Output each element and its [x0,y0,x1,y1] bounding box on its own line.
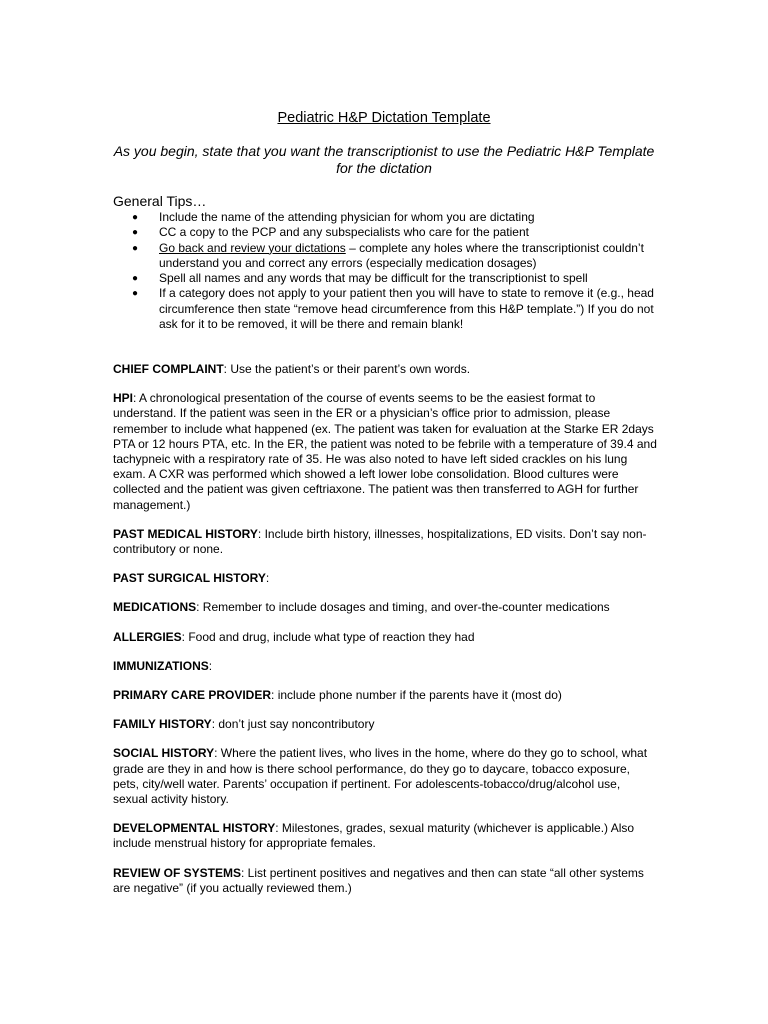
tip-item [113,225,658,240]
bullet-icon: ● [132,288,139,300]
section-text: : [208,658,213,673]
tip-item [113,210,658,225]
bullet-icon: ● [132,273,139,285]
section-chief-complaint [113,362,658,377]
section-text: : Include birth history, illnesses, hospitalizations, ED visits. Don’t say non-contributory or none. [113,526,647,557]
tip-text: Include the name of the attending physician for whom you are dictating [159,210,535,224]
section-label: PAST SURGICAL HISTORY [113,571,266,586]
section-text: : A chronological presentation of the course of events seems to be the easiest format to understand. If the patient was seen in the ER or a physician’s office prior to admission, please remember to include what happened (ex. The patient was taken for evaluation at the Starke ER 2days PTA or 12 hours PTA, etc. In the ER, the patient was noted to be febrile with a temperature of 39.4 and tachypneic with a respiratory rate of 35. He was also noted to have left sided crackles on his lung exam. A CXR was performed which showed a left lower lobe consolidation. Blood cultures were collected and the patient was given ceftriaxone. The patient was then transferred to AGH for further management.) [113,391,657,512]
bullet-icon: ● [132,212,139,223]
tip-text: CC a copy to the PCP and any subspecialists who care for the patient [159,225,529,240]
tip-text: If a category does not apply to your patient then you will have to state to remove it (e.g., head circumference then state “remove head circumference from this H&P template.”) If you do not ask for it to be removed, it will be there and remain blank! [159,286,654,332]
section-past-medical-history [113,527,658,557]
tip-item [113,241,658,272]
section-text: : Milestones, grades, sexual maturity (whichever is applicable.) Also include menstrual history for appropriate females. [113,821,635,851]
section-label: SOCIAL HISTORY [113,746,215,761]
section-text: : Where the patient lives, who lives in the home, where do they go to school, what grade are they in and how is there school performance, do they go to daycare, tobacco exposure, pets, city/well water. Parents’ occupation if pertinent. For adolescents-tobacco/drug/alcohol use, sexual activity history. [113,746,648,807]
section-text: : List pertinent positives and negatives and then can state “all other systems are negative” (if you actually reviewed them.) [113,865,644,895]
general-tips-list [113,210,658,332]
tip-underlined-text: Go back and review your dictations [159,240,346,255]
section-label: DEVELOPMENTAL HISTORY [113,821,276,836]
section-medications [113,600,658,615]
section-review-of-systems [113,866,658,896]
section-hpi [113,391,658,513]
general-tips-heading: General Tips… [113,193,207,209]
section-label: CHIEF COMPLAINT [113,362,224,376]
tip-text: – complete any holes where the transcriptionist couldn’t understand you and correct any errors (especially medication dosages) [159,240,644,270]
section-text: : include phone number if the parents have it (most do) [271,688,562,703]
document-title: Pediatric H&P Dictation Template [277,110,491,126]
section-developmental-history [113,821,658,851]
section-label: REVIEW OF SYSTEMS [113,865,242,880]
section-text: : [265,571,270,586]
section-text: : Food and drug, include what type of reaction they had [181,629,475,644]
section-label: MEDICATIONS [113,600,197,615]
section-immunizations [113,659,658,674]
intro-instruction: As you begin, state that you want the transcriptionist to use the Pediatric H&P Template for the dictation [113,143,655,176]
tip-item [113,271,658,286]
section-label: IMMUNIZATIONS [113,658,209,673]
section-past-surgical-history [113,571,658,586]
section-label: HPI [113,391,134,406]
section-label: ALLERGIES [113,629,182,644]
tip-item [113,286,658,332]
tip-text: Spell all names and any words that may be difficult for the transcriptionist to spell [159,271,588,286]
section-text: : Use the patient’s or their parent’s own words. [223,362,471,376]
section-label: PAST MEDICAL HISTORY [113,526,258,541]
section-text: : Remember to include dosages and timing, and over-the-counter medications [196,600,610,615]
bullet-icon: ● [132,242,139,254]
section-text: : don’t just say noncontributory [211,717,375,732]
section-primary-care-provider [113,688,658,703]
section-social-history [113,746,658,807]
section-label: FAMILY HISTORY [113,717,212,732]
template-sections [113,362,658,910]
section-label: PRIMARY CARE PROVIDER [113,688,272,703]
bullet-icon: ● [132,227,139,239]
section-allergies [113,630,658,645]
section-family-history [113,717,658,732]
